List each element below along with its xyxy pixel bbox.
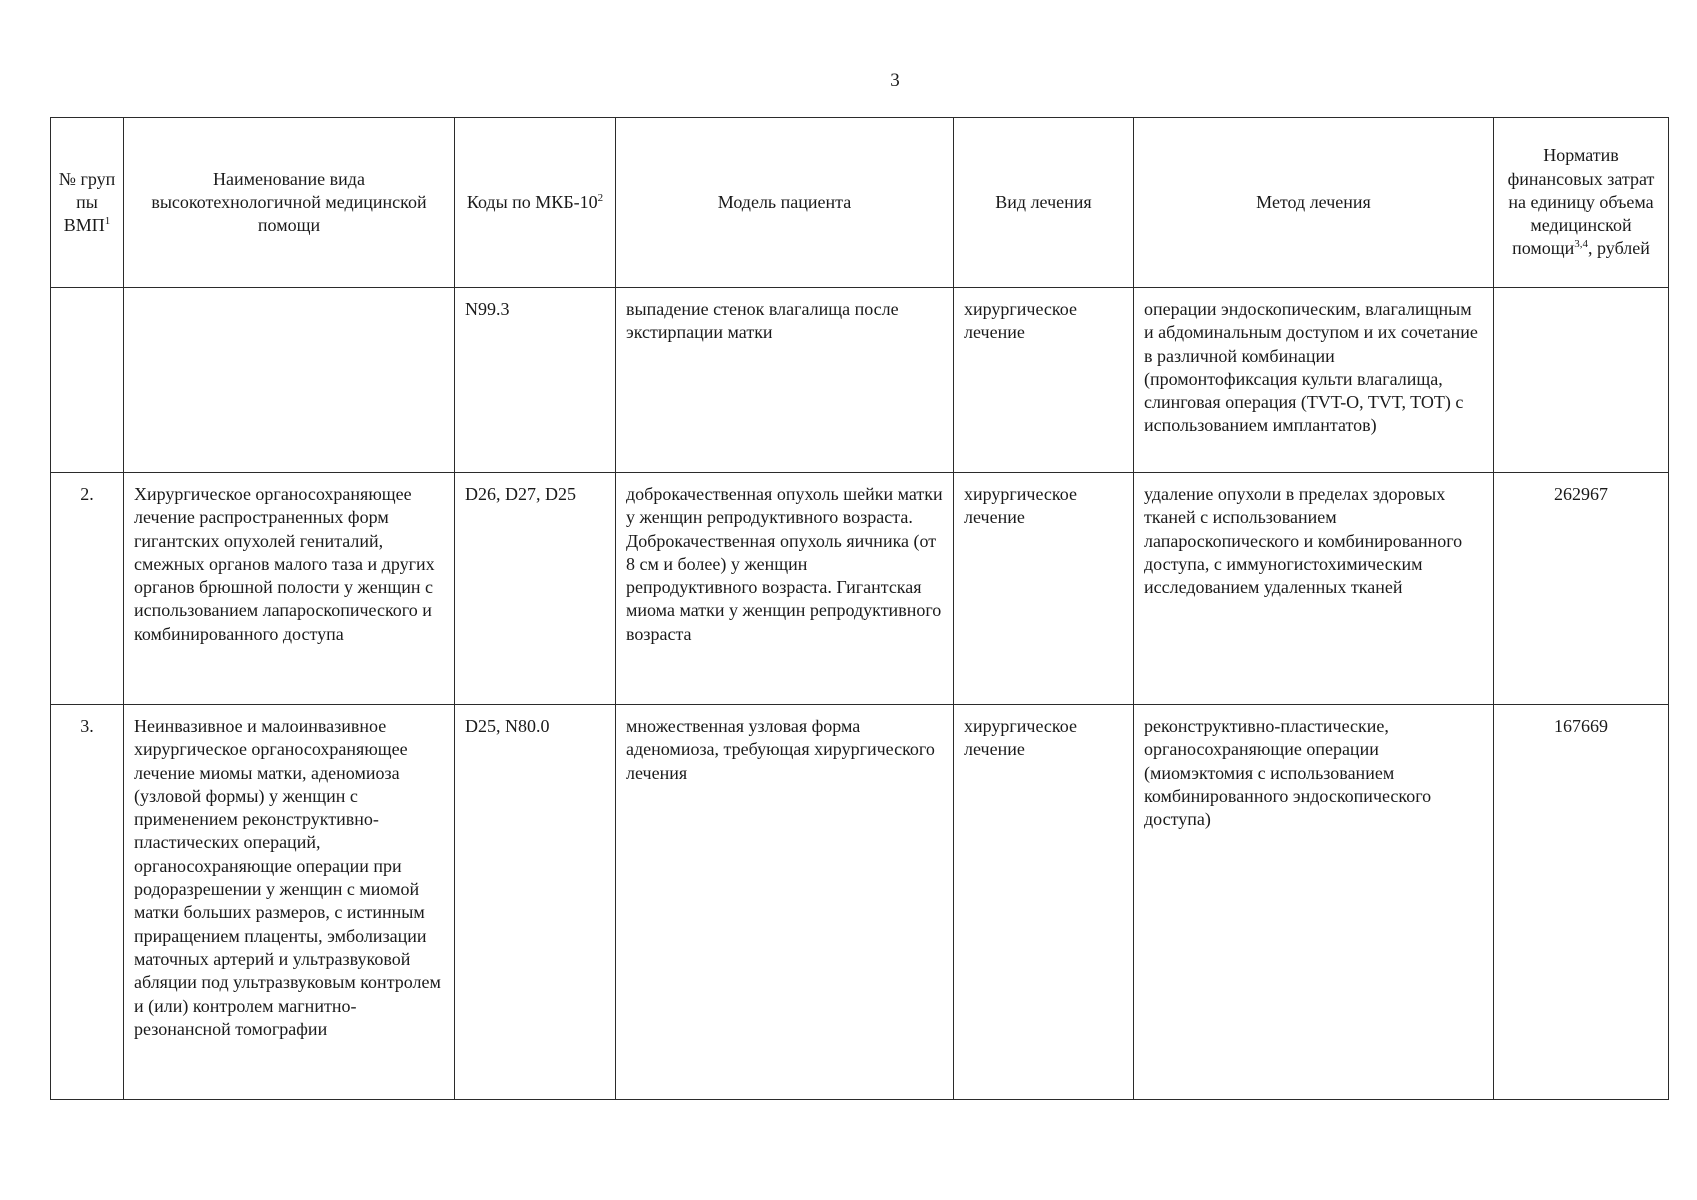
cell-codes: D25, N80.0 — [455, 705, 616, 1100]
cell-treatment-type: хирургическое лечение — [954, 288, 1134, 473]
cell-norm: 167669 — [1494, 705, 1669, 1100]
header-method: Метод лечения — [1134, 118, 1494, 288]
cell-method: удаление опухоли в пределах здоровых тканей с использованием лапароскопического и комбинированного доступа, с иммуногистохимическим исследованием удаленных тканей — [1134, 473, 1494, 705]
cell-group-no: 3. — [51, 705, 124, 1100]
cell-treatment-type: хирургическое лечение — [954, 473, 1134, 705]
header-treatment-type: Вид лечения — [954, 118, 1134, 288]
cell-name: Хирургическое органосохраняющее лечение распространенных форм гигантских опухолей гениталий, смежных органов малого таза и других органов брюшной полости у женщин с использованием лапароскопического и комбинированного доступа — [124, 473, 455, 705]
page-number: 3 — [890, 70, 900, 91]
cell-codes: N99.3 — [455, 288, 616, 473]
header-norm: Норматив финансовых затрат на единицу объема медицинской помощи$^{3,4}$, рублей — [1494, 118, 1669, 288]
header-name: Наименование вида высокотехнологичной медицинской помощи — [124, 118, 455, 288]
cell-group-no: 2. — [51, 473, 124, 705]
cell-name: Неинвазивное и малоинвазивное хирургическое органосохраняющее лечение миомы матки, аденомиоза (узловой формы) у женщин с применением реконструктивно-пластических операций, органосохраняющие операции при родоразрешении у женщин с миомой матки больших размеров, с истинным приращением плаценты, эмболизации маточных артерий и ультразвуковой абляции под ультразвуковым контролем и (или) контролем магнитно-резонансной томографии — [124, 705, 455, 1100]
cell-model: выпадение стенок влагалища после экстирпации матки — [616, 288, 954, 473]
cell-name — [124, 288, 455, 473]
cell-model: доброкачественная опухоль шейки матки у женщин репродуктивного возраста. Доброкачественная опухоль яичника (от 8 см и более) у женщин репродуктивного возраста. Гигантская миома матки у женщин репродуктивного возраста — [616, 473, 954, 705]
cell-method: операции эндоскопическим, влагалищным и абдоминальным доступом и их сочетание в различной комбинации (промонтофиксация культи влагалища, слинговая операция (TVT-O, TVT, TOT) с использованием имплантатов) — [1134, 288, 1494, 473]
table-row — [51, 473, 1669, 705]
cell-group-no — [51, 288, 124, 473]
cell-model: множественная узловая форма аденомиоза, требующая хирургического лечения — [616, 705, 954, 1100]
cell-treatment-type: хирургическое лечение — [954, 705, 1134, 1100]
cell-method: реконструктивно-пластические, органосохраняющие операции (миомэктомия с использованием комбинированного эндоскопического доступа) — [1134, 705, 1494, 1100]
cell-norm — [1494, 288, 1669, 473]
table-row — [51, 288, 1669, 473]
header-row — [51, 118, 1669, 288]
vmp-table — [50, 117, 1669, 1100]
table-row — [51, 705, 1669, 1100]
header-model: Модель пациента — [616, 118, 954, 288]
cell-norm: 262967 — [1494, 473, 1669, 705]
header-codes: Коды по МКБ-$10^2$ — [455, 118, 616, 288]
cell-codes: D26, D27, D25 — [455, 473, 616, 705]
header-group-no: № груп пы ВМП$^1$ — [51, 118, 124, 288]
